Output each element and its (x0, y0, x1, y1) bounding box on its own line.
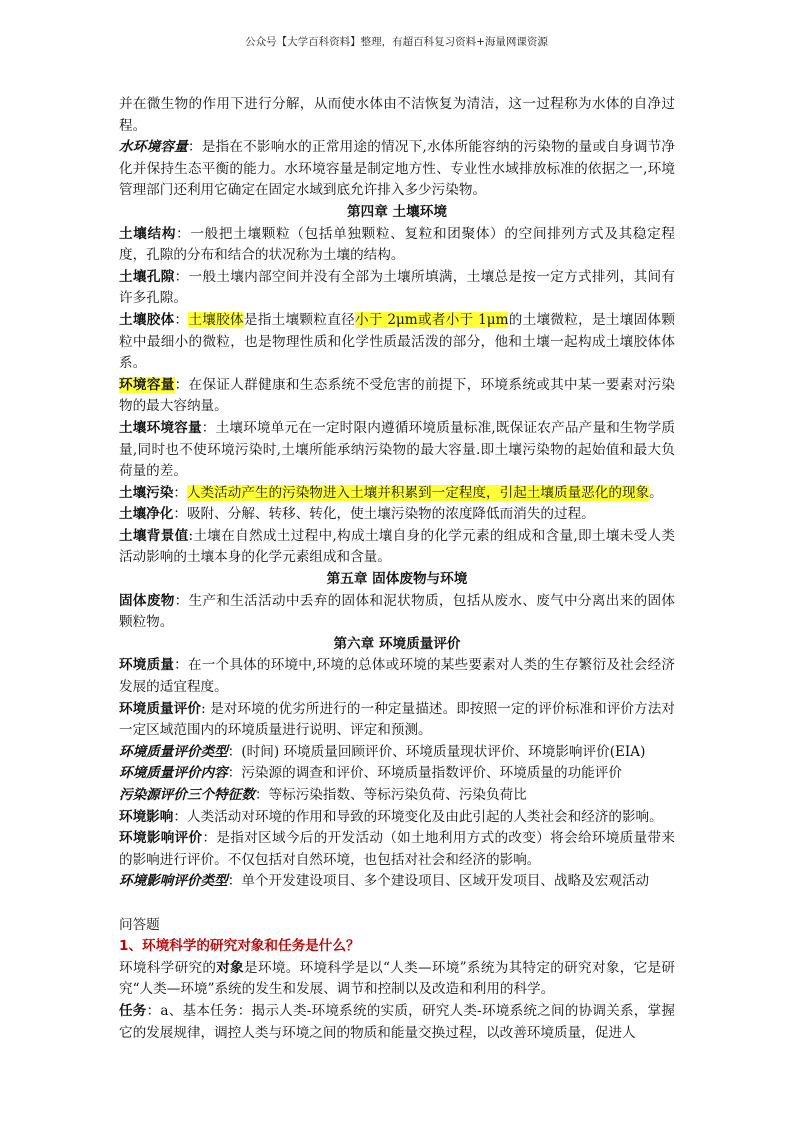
term: 土壤环境容量 (119, 419, 202, 436)
term: 环境容量 (119, 376, 175, 393)
definition-soil-purification: 土壤净化：吸附、分解、转移、转化，使土壤污染物的浓度降低而消失的过程。 (119, 506, 595, 523)
question-1: 1、环境科学的研究对象和任务是什么？ (119, 938, 360, 955)
definition-soil-structure: 土壤结构：一般把土壤颗粒（包括单独颗粒、复粒和团聚体）的空间排列方式及其稳定程度，孔隙的分布和结合的状况称为土壤的结构。 (119, 225, 676, 264)
term: 环境质量评价 (119, 700, 202, 717)
term: 土壤孔隙 (119, 268, 175, 285)
definition-assessment-types: 环境质量评价类型：(时间) 环境质量回顾评价、环境质量现状评价、环境影响评价(EIA) (119, 743, 646, 760)
term: 土壤结构 (119, 225, 177, 242)
definition-eia: 环境影响评价：是指对区域今后的开发活动（如土地利用方式的改变）将会给环境质量带来的影响进行评价。不仅包括对自然环境，也包括对社会和经济的影响。 (119, 830, 676, 868)
term: 环境质量评价内容 (119, 765, 228, 782)
term: 对象 (216, 959, 245, 976)
term: 环境影响 (119, 808, 174, 825)
definition-assessment-content: 环境质量评价内容：污染源的调查和评价、环境质量指数评价、环境质量的功能评价 (119, 765, 622, 782)
definition-soil-pores: 土壤孔隙：一般土壤内部空间并没有全部为土壤所填满，土壤总是按一定方式排列，其间有许多孔隙。 (119, 268, 676, 307)
definition-soil-pollution: 土壤污染：人类活动产生的污染物进入土壤并积累到一定程度，引起土壤质量恶化的现象。 (119, 484, 663, 501)
definition-soil-colloid: 土壤胶体：土壤胶体是指土壤颗粒直径小于 2μm或者小于 1μm的土壤微粒，是土壤固体颗粒中最细小的微粒，也是物理性质和化学性质最活泼的部分，他和土壤一起构成土壤胶体体系。 (119, 311, 676, 372)
term: 固体废物 (119, 592, 175, 609)
answer-task: 任务：a、基本任务：揭示人类-环境系统的实质，研究人类-环境系统之间的协调关系，掌握它的发展规律，调控人类与环境之间的物质和能量交换过程，以改善环境质量，促进人 (119, 1002, 675, 1041)
term: 土壤净化 (119, 506, 174, 523)
term: 环境影响评价类型 (119, 873, 228, 890)
definition-pollution-source: 污染源评价三个特征数：等标污染指数、等标污染负荷、污染负荷比 (119, 787, 527, 803)
definition-env-quality-assessment: 环境质量评价: 是对环境的优劣所进行的一种定量描述。即按照一定的评价标准和评价方法对一定区域范围内的环境质量进行说明、评定和预测。 (119, 700, 676, 739)
highlight: 土壤胶体 (188, 311, 244, 328)
definition-env-capacity: 环境容量：在保证人群健康和生态系统不受危害的前提下，环境系统或其中某一要素对污染物的最大容纳量。 (119, 376, 676, 415)
page-header: 公众号【大学百科资料】整理，有超百科复习资料+海量网课资源 (245, 36, 548, 48)
definition-eia-types: 环境影响评价类型：单个开发建设项目、多个建设项目、区域开发项目、战略及宏观活动 (119, 873, 650, 890)
highlight: 小于 2μm或者小于 1μm (354, 311, 509, 328)
term: 污染源评价三个特征数 (119, 787, 255, 803)
spacer (119, 893, 675, 915)
definition-env-impact: 环境影响：人类活动对环境的作用和导致的环境变化及由此引起的人类社会和经济的影响。 (119, 808, 663, 825)
term: 水环境容量 (119, 139, 188, 156)
term: 任务 (119, 1002, 147, 1019)
qa-title: 问答题 (119, 916, 160, 933)
chapter-heading-4: 第四章 土壤环境 (347, 203, 447, 220)
term: 环境质量 (119, 657, 175, 674)
definition-solid-waste: 固体废物：生产和生活活动中丢弃的固体和泥状物质，包括从废水、废气中分离出来的固体颗粒物。 (119, 592, 676, 631)
chapter-heading-6: 第六章 环境质量评价 (333, 635, 461, 652)
term: 土壤污染 (119, 484, 174, 501)
chapter-heading-5: 第五章 固体废物与环境 (326, 571, 468, 588)
term: 环境影响评价 (119, 830, 203, 847)
definition-soil-background: 土壤背景值:土壤在自然成土过程中,构成土壤自身的化学元素的组成和含量,即土壤未受人类活动影响的土壤本身的化学元素组成和含量。 (119, 527, 675, 566)
answer-object: 环境科学研究的对象是环境。环境科学是以“人类—环境”系统为其特定的研究对象，它是研究“人类—环境”系统的发生和发展、调节和控制以及改造和利用的科学。 (119, 959, 676, 998)
term: 土壤胶体 (119, 311, 175, 328)
highlight: 人类活动产生的污染物进入土壤并积累到一定程度，引起土壤质量恶化的现象 (186, 484, 650, 501)
document-body (119, 94, 675, 1044)
paragraph: 并在微生物的作用下进行分解，从而使水体由不洁恢复为清洁，这一过程称为水体的自净过程。 (119, 96, 675, 134)
definition-env-quality: 环境质量：在一个具体的环境中,环境的总体或环境的某些要素对人类的生存繁衍及社会经济发展的适宜程度。 (119, 657, 675, 696)
term: 土壤背景值 (119, 527, 189, 544)
definition-soil-env-capacity: 土壤环境容量：土壤环境单元在一定时限内遵循环境质量标准,既保证农产品产量和生物学质量,同时也不使环境污染时,土壤所能承纳污染物的最大容量.即土壤污染物的起始值和最大负荷量的差。 (119, 419, 676, 480)
definition-water-capacity: 水环境容量：是指在不影响水的正常用途的情况下,水体所能容纳的污染物的量或自身调节净化并保持生态平衡的能力。水环境容量是制定地方性、专业性水域排放标准的依据之一,环境管理部门还利用它确定在固定水域到底允许排入多少污染物。 (119, 139, 676, 199)
term: 环境质量评价类型 (119, 743, 228, 760)
